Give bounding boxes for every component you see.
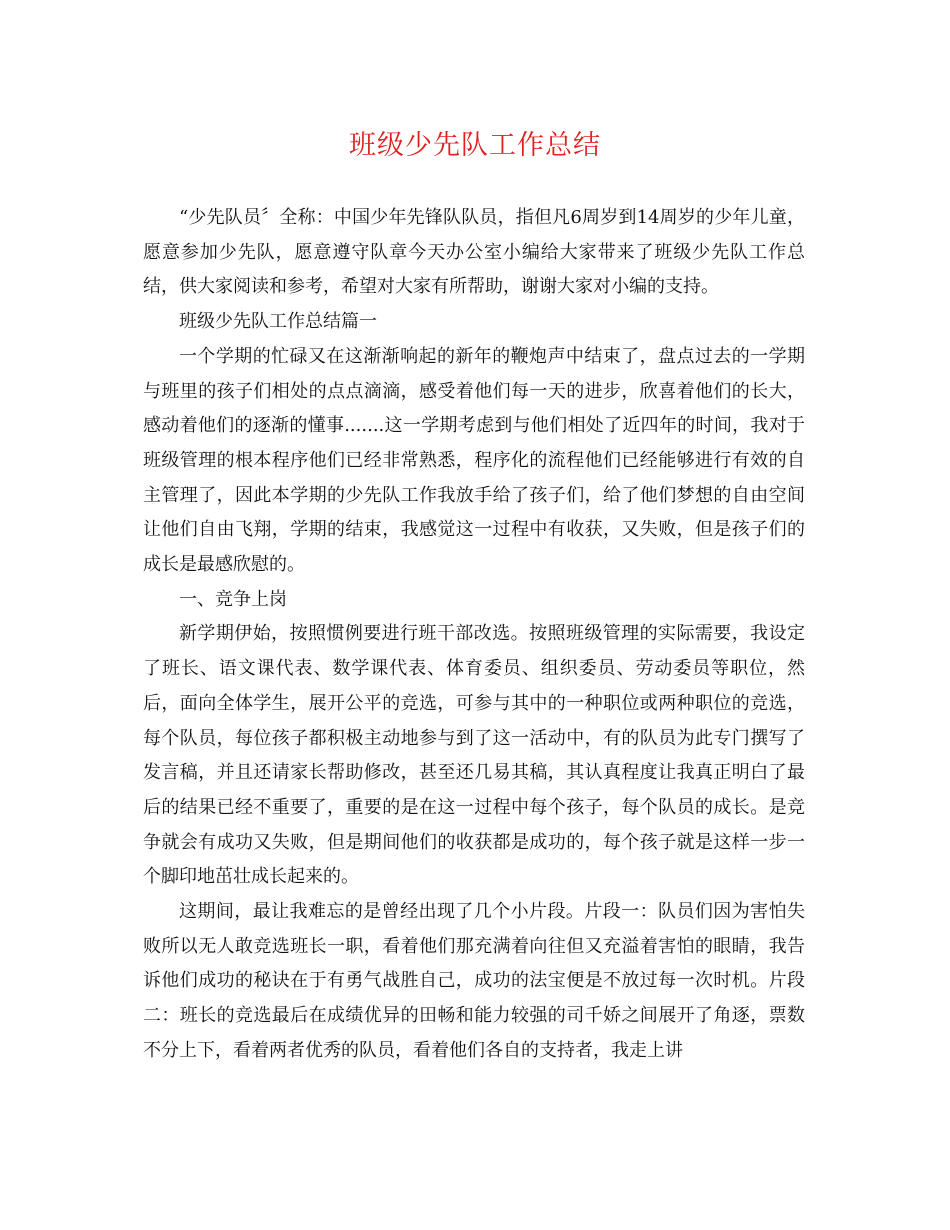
document-title: 班级少先队工作总结 <box>349 130 601 161</box>
body-paragraph: 这期间，最让我难忘的是曾经出现了几个小片段。片段一：队员们因为害怕失败所以无人敢竞选班长一职，看着他们那充满着向往但又充溢着害怕的眼睛，我告诉他们成功的秘诀在于有勇气战胜自己，成功的法宝便是不放过每一次时机。片段二：班长的竞选最后在成绩优异的田畅和能力较强的司千娇之间展开了角逐，票数不分上下，看着两者优秀的队员，看着他们各自的支持者，我走上讲 <box>143 901 805 1061</box>
intro-paragraph: “少先队员〞全称：中国少年先锋队队员，指但凡6周岁到14周岁的少年儿童，愿意参加少先队，愿意遵守队章今天办公室小编给大家带来了班级少先队工作总结，供大家阅读和参考，希望对大家有所帮助，谢谢大家对小编的支持。 <box>143 207 805 298</box>
document-body <box>143 201 805 1069</box>
subsection-heading: 一、竞争上岗 <box>179 588 287 610</box>
body-paragraph: 新学期伊始，按照惯例要进行班干部改选。按照班级管理的实际需要，我设定了班长、语文课代表、数学课代表、体育委员、组织委员、劳动委员等职位，然后，面向全体学生，展开公平的竞选，可参与其中的一种职位或两种职位的竞选，每个队员，每位孩子都积极主动地参与到了这一活动中，有的队员为此专门撰写了发言稿，并且还请家长帮助修改，甚至还几易其稿，其认真程度让我真正明白了最后的结果已经不重要了，重要的是在这一过程中每个孩子，每个队员的成长。是竞争就会有成功又失败，但是期间他们的收获都是成功的，每个孩子就是这样一步一个脚印地茁壮成长起来的。 <box>143 623 805 888</box>
body-paragraph: 一个学期的忙碌又在这渐渐响起的新年的鞭炮声中结束了，盘点过去的一学期与班里的孩子们相处的点点滴滴，感受着他们每一天的进步，欣喜着他们的长大，感动着他们的逐渐的懂事.......这一学期考虑到与他们相处了近四年的时间，我对于班级管理的根本程序他们已经非常熟悉，程序化的流程他们已经能够进行有效的自主管理了，因此本学期的少先队工作我放手给了孩子们，给了他们梦想的自由空间让他们自由飞翔，学期的结束，我感觉这一过程中有收获，又失败，但是孩子们的成长是最感欣慰的。 <box>143 345 805 576</box>
section-heading: 班级少先队工作总结篇一 <box>179 311 377 333</box>
